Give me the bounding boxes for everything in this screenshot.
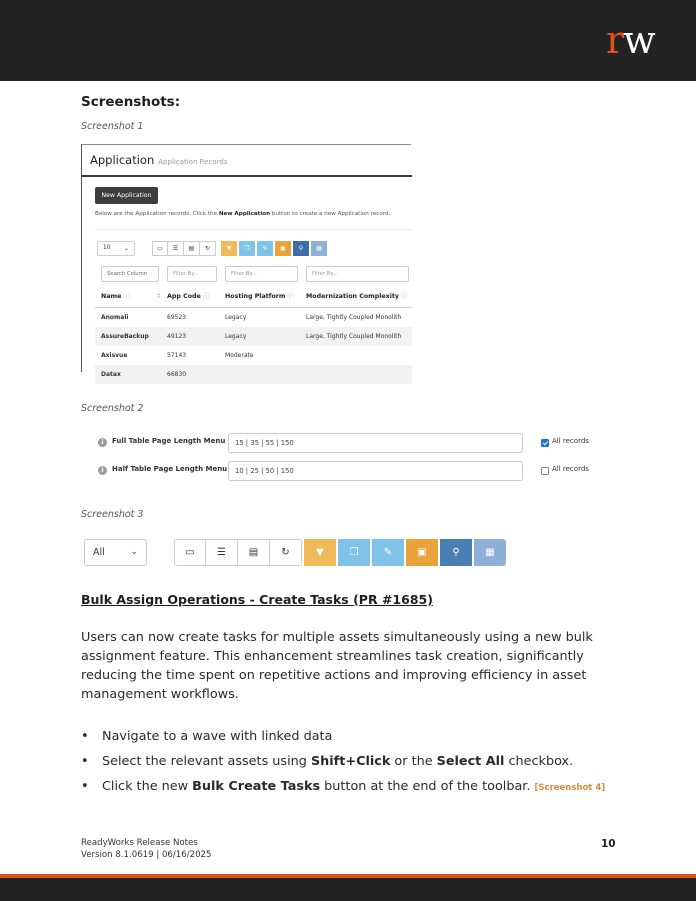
- calendar-icon[interactable]: ▦: [474, 539, 506, 566]
- copy-icon[interactable]: ❐: [338, 539, 370, 566]
- setting-row-full-table: [98, 433, 598, 453]
- checkbox-label: All records: [552, 465, 589, 473]
- screenshot-1-application-records: [81, 144, 411, 378]
- list-item: • Navigate to a wave with linked data: [81, 728, 641, 745]
- refresh-icon[interactable]: ↻: [200, 241, 216, 256]
- filter-hosting-platform-input[interactable]: Filter By...: [225, 266, 298, 282]
- steps-list: [81, 728, 641, 805]
- table-toolbar: [152, 241, 329, 256]
- chevron-down-icon: ⌄: [130, 547, 138, 557]
- list-icon[interactable]: ☰: [168, 241, 184, 256]
- monitor-icon[interactable]: ▭: [174, 539, 206, 566]
- column-header-name[interactable]: Name ⓘ ↕: [101, 293, 162, 300]
- section-paragraph: Users can now create tasks for multiple assets simultaneously using a new bulk assignment feature. This enhancement streamlines task creation, significantly reducing the time spent on repetitive actions and improving efficiency in asset management workflows.: [81, 630, 593, 702]
- caption-screenshot-3: Screenshot 3: [81, 509, 144, 520]
- page-title: Application Application Records: [90, 153, 228, 167]
- all-records-checkbox[interactable]: [541, 467, 549, 475]
- readyworks-logo: rw: [606, 18, 655, 62]
- description-text: Below are the Application records. Click the New Application button to create a new Application record.: [95, 211, 391, 217]
- calendar-icon[interactable]: ▦: [311, 241, 327, 256]
- search-icon[interactable]: ⚲: [293, 241, 309, 256]
- search-column-input[interactable]: Search Column: [101, 266, 159, 282]
- page-length-input[interactable]: 10 | 25 | 50 | 150: [228, 461, 523, 481]
- edit-icon[interactable]: ✎: [257, 241, 273, 256]
- page-length-input[interactable]: 15 | 35 | 55 | 150: [228, 433, 523, 453]
- footer-bar: [0, 878, 696, 901]
- new-application-button[interactable]: New Application: [95, 187, 158, 204]
- page-length-select[interactable]: 10 ⌄: [97, 241, 135, 256]
- excel-file-icon[interactable]: ▤: [184, 241, 200, 256]
- divider: [95, 229, 412, 230]
- paste-icon[interactable]: ▣: [275, 241, 291, 256]
- section-title: Bulk Assign Operations - Create Tasks (PR #1685): [81, 592, 433, 607]
- list-icon[interactable]: ☰: [206, 539, 238, 566]
- column-header-hosting-platform[interactable]: Hosting Platform ⓘ: [225, 293, 294, 300]
- table-row[interactable]: AssureBackup 49123 Legacy Large, Tightly Coupled Monolith: [95, 327, 412, 346]
- all-records-checkbox[interactable]: [541, 439, 549, 447]
- sort-icon: ↕: [156, 293, 162, 300]
- checkbox-label: All records: [552, 437, 589, 445]
- filter-app-code-input[interactable]: Filter By...: [167, 266, 217, 282]
- table-row[interactable]: Datax 66830: [95, 365, 412, 384]
- chevron-down-icon: ⌄: [123, 245, 129, 252]
- info-icon: ⓘ: [287, 293, 294, 300]
- refresh-icon[interactable]: ↻: [270, 539, 302, 566]
- title-divider: [82, 175, 412, 177]
- paste-icon[interactable]: ▣: [406, 539, 438, 566]
- excel-file-icon[interactable]: ▤: [238, 539, 270, 566]
- setting-label: Half Table Page Length Menu: [112, 465, 228, 473]
- footer-info: ReadyWorks Release Notes Version 8.1.0619 | 06/16/2025: [81, 838, 212, 860]
- copy-icon[interactable]: ❐: [239, 241, 255, 256]
- info-icon: ⓘ: [203, 293, 210, 300]
- screenshot-reference: [Screenshot 4]: [534, 783, 606, 793]
- page-number: 10: [601, 838, 616, 850]
- page-length-select[interactable]: All ⌄: [84, 539, 147, 566]
- list-item: • Select the relevant assets using Shift+Click or the Select All checkbox.: [81, 753, 641, 770]
- search-icon[interactable]: ⚲: [440, 539, 472, 566]
- filter-icon[interactable]: ▼: [221, 241, 237, 256]
- column-header-app-code[interactable]: App Code ⓘ: [167, 293, 210, 300]
- info-icon: ⓘ: [123, 293, 130, 300]
- filter-icon[interactable]: ▼: [304, 539, 336, 566]
- edit-icon[interactable]: ✎: [372, 539, 404, 566]
- screenshots-heading: Screenshots:: [81, 94, 181, 110]
- table-row[interactable]: Axisvue 57143 Moderate: [101, 352, 254, 359]
- setting-row-half-table: [98, 461, 598, 481]
- caption-screenshot-1: Screenshot 1: [81, 121, 144, 132]
- info-icon: i: [98, 438, 107, 447]
- table-row[interactable]: Anomali 69523 Legacy Large, Tightly Coupled Monolith: [101, 314, 402, 321]
- header-bar: [0, 0, 696, 81]
- filter-modernization-input[interactable]: Filter By...: [306, 266, 409, 282]
- caption-screenshot-2: Screenshot 2: [81, 403, 144, 414]
- setting-label: Full Table Page Length Menu: [112, 437, 226, 445]
- list-item: • Click the new Bulk Create Tasks button at the end of the toolbar. [Screenshot 4]: [81, 778, 641, 797]
- monitor-icon[interactable]: ▭: [152, 241, 168, 256]
- table-toolbar: [174, 539, 506, 566]
- info-icon: i: [98, 466, 107, 475]
- column-header-modernization[interactable]: Modernization Complexity ⓘ: [306, 293, 408, 300]
- info-icon: ⓘ: [401, 293, 408, 300]
